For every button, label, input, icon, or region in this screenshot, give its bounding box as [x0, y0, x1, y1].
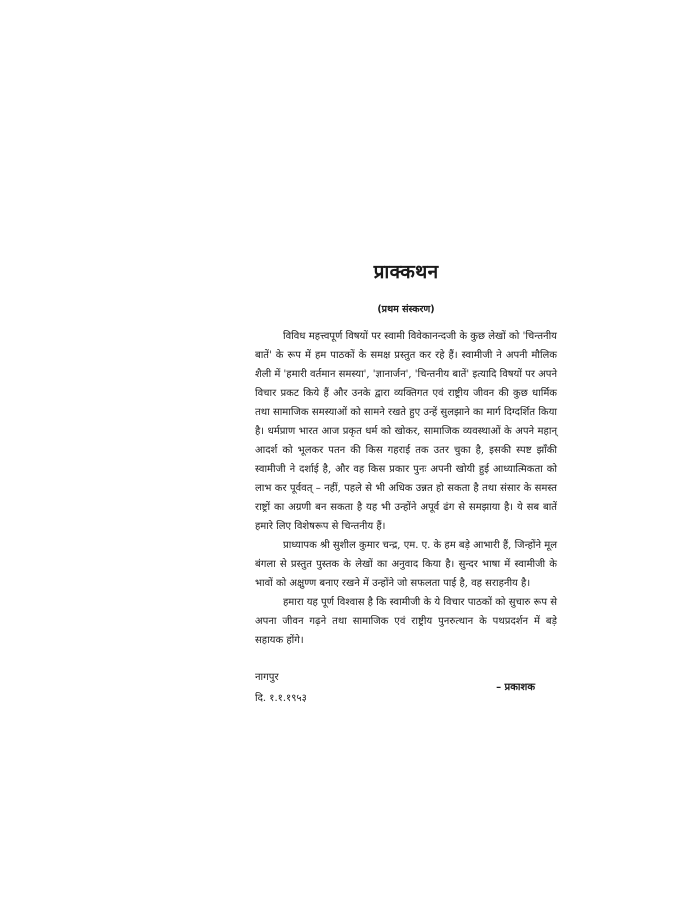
- paragraph-2: प्राध्यापक श्री सुशील कुमार चन्द्र, एम. ए. के हम बड़े आभारी हैं, जिन्होंने मूल बंगला से प्रस्तुत पुस्तक के लेखों का अनुवाद किया है। सुन्दर भाषा में स्वामीजी के भावों को अक्षुण्ण बनाए रखने में उन्होंने जो सफलता पाई है, वह सराहनीय है।: [255, 540, 557, 589]
- edition-subtitle: (प्रथम संस्करण): [377, 304, 435, 315]
- signature-block: [255, 668, 557, 708]
- page-title: प्राक्कथन: [373, 261, 439, 283]
- paragraph-3: हमारा यह पूर्ण विश्वास है कि स्वामीजी के ये विचार पाठकों को सुचारु रूप से अपना जीवन गढ़ने तथा सामाजिक एवं राष्ट्रीय पुनरुत्थान के पथप्रदर्शन में बड़े सहायक होंगे।: [255, 597, 557, 646]
- publisher-signature: – प्रकाशक: [496, 682, 535, 693]
- paragraph-1: विविध महत्त्वपूर्ण विषयों पर स्वामी विवेकानन्दजी के कुछ लेखों को 'चिन्तनीय बातें' के रूप में हम पाठकों के समक्ष प्रस्तुत कर रहे हैं। स्वामीजी ने अपनी मौलिक शैली में 'हमारी वर्तमान समस्या', 'ज्ञानार्जन', 'चिन्तनीय बातें' इत्यादि विषयों पर अपने विचार प्रकट किये हैं और उनके द्वारा व्यक्तिगत एवं राष्ट्रीय जीवन की कुछ धार्मिक तथा सामाजिक समस्याओं को सामने रखते हुए उन्हें सुलझाने का मार्ग दिग्दर्शित किया है। धर्मप्राण भारत आज प्रकृत धर्म को खोकर, सामाजिक व्यवस्थाओं के अपने महान् आदर्श को भूलकर पतन की किस गहराई तक उतर चुका है, इसकी स्पष्ट झाँकी स्वामीजी ने दर्शाई है, और वह किस प्रकार पुनः अपनी खोयी हुई आध्यात्मिकता को लाभ कर पूर्ववत् – नहीं, पहले से भी अधिक उन्नत हो सकता है तथा संसार के समस्त राष्ट्रों का अग्रणी बन सकता है यह भी उन्होंने अपूर्व ढंग से समझाया है। ये सब बातें हमारे लिए विशेषरूप से चिन्तनीय हैं।: [255, 331, 557, 532]
- document-page: [255, 258, 557, 708]
- place-label: नागपुर: [255, 672, 279, 683]
- date-label: दि. १.१.१९५३: [255, 693, 307, 704]
